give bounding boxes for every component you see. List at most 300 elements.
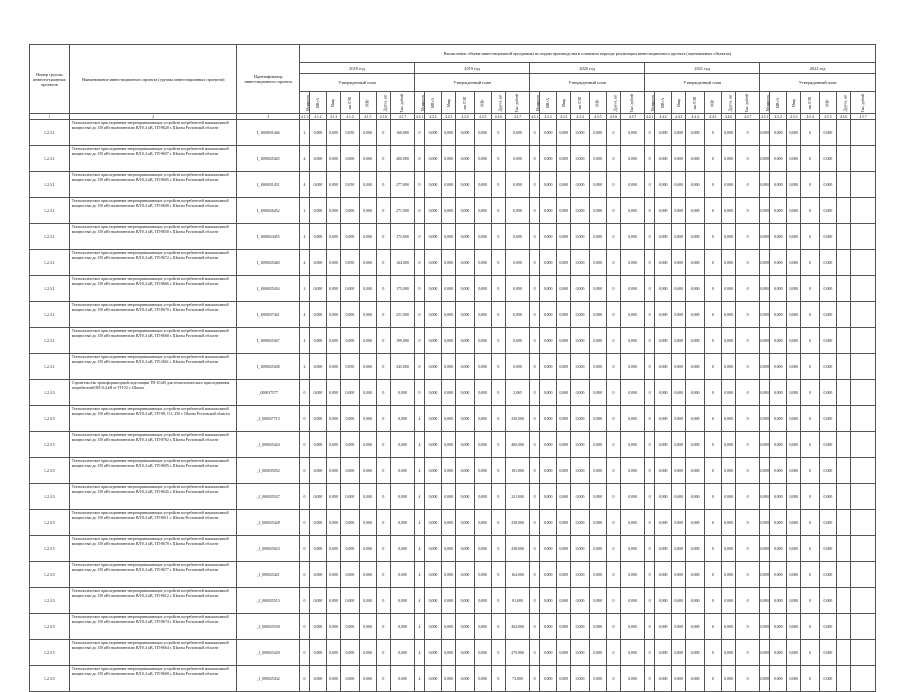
value-cell: 0 — [736, 562, 760, 588]
subcol-label: км ЛЭП — [693, 96, 698, 109]
value-cell: 0 — [299, 510, 309, 536]
value-cell: 0,000 — [505, 276, 529, 302]
column-number: 4.3.7 — [621, 114, 645, 120]
value-cell: 0,000 — [819, 276, 836, 302]
value-cell: 0 — [491, 380, 505, 406]
project-name-cell: Технологическое присоединение энергопринимающих устройств потребителей максимальной мощностью до 150 кВт включительно ВЛ-0,4 кВ, ТП-8670 г. Шахты Ростовской области — [69, 302, 237, 328]
project-name-cell: Технологическое присоединение энергопринимающих устройств потребителей максимальной мощностью до 150 кВт включительно ВЛ-0,4 кВ, ТП-8762 г. Шахты Ростовской области — [69, 432, 237, 458]
value-cell: 0,000 — [787, 406, 801, 432]
value-cell: 0 — [491, 172, 505, 198]
value-cell: 0,000 — [341, 224, 359, 250]
value-cell: 0,000 — [557, 588, 571, 614]
column-number: 4.1.5 — [359, 114, 376, 120]
value-cell: 0,000 — [341, 328, 359, 354]
value-cell: 4 — [415, 458, 425, 484]
value-cell: 0 — [704, 614, 721, 640]
value-cell: 0,000 — [819, 380, 836, 406]
value-cell: 0,000 — [341, 640, 359, 666]
value-cell: 0,050 — [341, 172, 359, 198]
value-cell: 0,000 — [721, 666, 735, 692]
value-cell: 0 — [645, 562, 655, 588]
value-cell: 0 — [606, 224, 620, 250]
value-cell: 271,000 — [390, 198, 414, 224]
value-cell: 0 — [299, 380, 309, 406]
value-cell: 0,000 — [424, 536, 441, 562]
value-cell: 0 — [645, 484, 655, 510]
value-cell: 0 — [376, 432, 390, 458]
project-id-cell: _J_000025429 — [237, 640, 300, 666]
column-number: 4.3.5 — [589, 114, 606, 120]
value-cell: 0 — [801, 484, 819, 510]
value-cell: 0,000 — [557, 224, 571, 250]
empty-cell — [836, 614, 850, 640]
value-cell: 0,000 — [557, 276, 571, 302]
empty-cell — [851, 458, 876, 484]
value-cell: 0 — [530, 276, 540, 302]
group-number-cell: 1.2.3.1 — [30, 354, 70, 380]
subcol-header — [621, 92, 645, 114]
empty-cell — [836, 276, 850, 302]
value-cell: 0,000 — [456, 640, 474, 666]
column-number: 4.1.7 — [390, 114, 414, 120]
value-cell: 0,000 — [571, 380, 589, 406]
value-cell: 0,000 — [326, 536, 340, 562]
value-cell: 0,000 — [309, 562, 326, 588]
value-cell: 0,000 — [359, 614, 376, 640]
empty-cell — [836, 458, 850, 484]
value-cell: 0,000 — [621, 458, 645, 484]
value-cell: 0,000 — [787, 172, 801, 198]
value-cell: 0,000 — [326, 666, 340, 692]
value-cell: 0 — [801, 432, 819, 458]
group-number-cell: 1.2.3.5 — [30, 640, 70, 666]
project-name-cell: Технологическое присоединение энергопринимающих устройств потребителей максимальной мощностью до 150 кВт включительно ВЛ-0,4 кВ, ТП-8650 г. Шахты Ростовской области — [69, 224, 237, 250]
value-cell: 0 — [736, 536, 760, 562]
value-cell: 0,000 — [326, 224, 340, 250]
value-cell: 0,000 — [760, 510, 770, 536]
value-cell: 0 — [530, 172, 540, 198]
subcol-label: МВ×А — [431, 97, 435, 108]
column-number: 4.3.4 — [571, 114, 589, 120]
value-cell: 0 — [801, 276, 819, 302]
value-cell: 0 — [801, 198, 819, 224]
subcol-label: Другое, шт — [383, 94, 388, 111]
value-cell: 0 — [736, 172, 760, 198]
project-id-cell: I_1000025445 — [237, 146, 300, 172]
subcol-label: Мвар — [561, 98, 566, 107]
value-cell: 0,000 — [540, 224, 557, 250]
value-cell: 164,000 — [505, 562, 529, 588]
value-cell: 0,000 — [359, 120, 376, 146]
value-cell: 0 — [530, 146, 540, 172]
value-cell: 0 — [606, 484, 620, 510]
value-cell: 0,000 — [686, 172, 704, 198]
table-row — [30, 172, 876, 198]
value-cell: 0,000 — [424, 432, 441, 458]
project-id-cell: I_1000025434 — [237, 276, 300, 302]
value-cell: 0,000 — [424, 120, 441, 146]
value-cell: 0,000 — [686, 276, 704, 302]
value-cell: 0,000 — [557, 562, 571, 588]
table-row — [30, 458, 876, 484]
value-cell: 0 — [801, 614, 819, 640]
value-cell: 0 — [736, 588, 760, 614]
value-cell: 0,000 — [359, 328, 376, 354]
subcol-label: Мощность — [421, 94, 426, 111]
value-cell: 0 — [299, 458, 309, 484]
project-id-cell: _J_000035052 — [237, 458, 300, 484]
value-cell: 0,000 — [672, 146, 686, 172]
value-cell: 0,000 — [571, 562, 589, 588]
value-cell: 0,000 — [571, 172, 589, 198]
value-cell: 0,000 — [474, 588, 491, 614]
value-cell: 175,000 — [390, 276, 414, 302]
value-cell: 4 — [415, 640, 425, 666]
value-cell: 0,000 — [770, 614, 787, 640]
value-cell: 0,000 — [686, 536, 704, 562]
value-cell: 0,000 — [571, 614, 589, 640]
value-cell: 0,000 — [621, 588, 645, 614]
value-cell: 0 — [606, 510, 620, 536]
empty-cell — [851, 224, 876, 250]
value-cell: 279,000 — [505, 640, 529, 666]
project-name-cell: Технологическое присоединение энергопринимающих устройств потребителей максимальной мощностью до 150 кВт включительно ВЛ-0,4 кВ, ТП-8611 г. Шахты Ростовской области — [69, 510, 237, 536]
value-cell: 0,000 — [474, 146, 491, 172]
value-cell: 0,000 — [540, 562, 557, 588]
value-cell: 0,000 — [760, 146, 770, 172]
value-cell: 0,000 — [721, 120, 735, 146]
value-cell: 0,000 — [505, 328, 529, 354]
value-cell: 0,000 — [589, 198, 606, 224]
subcol-label: МВт — [825, 98, 830, 107]
table-row — [30, 354, 876, 380]
top-title-header: Вычисление объема инвестиционной программы по видам производства в плановом периоде реализации инвестиционного проекта (оцениваемых объектах) — [299, 45, 875, 63]
value-cell: 2 — [299, 198, 309, 224]
value-cell: 0,000 — [557, 614, 571, 640]
value-cell: 0,000 — [787, 536, 801, 562]
value-cell: 0,000 — [341, 302, 359, 328]
value-cell: 0,000 — [557, 120, 571, 146]
value-cell: 0 — [415, 380, 425, 406]
value-cell: 0 — [299, 588, 309, 614]
value-cell: 0,000 — [787, 276, 801, 302]
value-cell: 0,000 — [390, 432, 414, 458]
value-cell: 0,000 — [819, 484, 836, 510]
value-cell: 0,000 — [341, 458, 359, 484]
value-cell: 0 — [606, 536, 620, 562]
value-cell: 0,000 — [456, 380, 474, 406]
project-id-cell: _000037577 — [237, 380, 300, 406]
value-cell: 0 — [801, 666, 819, 692]
value-cell: 0,000 — [309, 458, 326, 484]
value-cell: 0 — [530, 120, 540, 146]
table-row — [30, 614, 876, 640]
value-cell: 0 — [530, 510, 540, 536]
subcol-header — [557, 92, 571, 114]
value-cell: 4 — [299, 250, 309, 276]
value-cell: 221,000 — [505, 484, 529, 510]
value-cell: 0,000 — [424, 250, 441, 276]
column-number: 4.5.1 — [761, 114, 769, 119]
empty-cell — [836, 172, 850, 198]
group-number-cell: 1.2.3.5 — [30, 380, 70, 406]
value-cell: 0,000 — [589, 250, 606, 276]
value-cell: 0,000 — [571, 198, 589, 224]
empty-cell — [851, 640, 876, 666]
value-cell: 0,000 — [760, 328, 770, 354]
value-cell: 0,000 — [456, 536, 474, 562]
value-cell: 0,000 — [474, 562, 491, 588]
project-name-cell: Строительство трансформаторной подстанции ТП-10 кВ для технологического присоединения потребителей ВЛ-0,4 кВ от ТП-52 г. Шахты — [69, 380, 237, 406]
subcol-header — [376, 92, 390, 114]
subcol-header — [359, 92, 376, 114]
value-cell: 0,000 — [589, 640, 606, 666]
value-cell: 0,000 — [589, 458, 606, 484]
value-cell: 4 — [415, 536, 425, 562]
value-cell: 0,000 — [540, 458, 557, 484]
value-cell: 0 — [530, 640, 540, 666]
value-cell: 0,000 — [390, 536, 414, 562]
value-cell: 0,000 — [341, 406, 359, 432]
group-number-cell: 1.2.3.5 — [30, 588, 70, 614]
value-cell: 0,000 — [442, 614, 456, 640]
subcol-label: Тыс. рублей — [400, 93, 405, 112]
value-cell: 0 — [376, 120, 390, 146]
value-cell: 0,000 — [540, 302, 557, 328]
value-cell: 0,000 — [589, 354, 606, 380]
value-cell: 0,050 — [341, 354, 359, 380]
value-cell: 0 — [491, 536, 505, 562]
value-cell: 0,000 — [474, 432, 491, 458]
group-number-cell: 1.2.3.5 — [30, 432, 70, 458]
value-cell: 0,000 — [589, 562, 606, 588]
value-cell: 0,000 — [474, 380, 491, 406]
subcol-label: км ЛЭП — [462, 96, 467, 109]
value-cell: 0,000 — [686, 458, 704, 484]
value-cell: 0 — [415, 172, 425, 198]
value-cell: 0,000 — [474, 224, 491, 250]
project-name-cell: Технологическое присоединение энергопринимающих устройств потребителей максимальной мощностью до 150 кВт включительно ВЛ-0,4 кВ, ТП-8664 г. Шахты Ростовской области — [69, 640, 237, 666]
empty-cell — [851, 510, 876, 536]
value-cell: 0,000 — [456, 120, 474, 146]
plan-group-header: Утвержденный план — [530, 74, 645, 92]
subcol-label: Мощность — [766, 94, 771, 111]
value-cell: 0,000 — [309, 614, 326, 640]
value-cell: 2 — [299, 120, 309, 146]
value-cell: 0 — [736, 198, 760, 224]
value-cell: 0 — [530, 302, 540, 328]
value-cell: 4 — [299, 302, 309, 328]
value-cell: 0 — [606, 588, 620, 614]
value-cell: 0 — [606, 380, 620, 406]
value-cell: 0,000 — [442, 354, 456, 380]
value-cell: 0,000 — [424, 354, 441, 380]
value-cell: 0,000 — [672, 380, 686, 406]
value-cell: 0,000 — [424, 484, 441, 510]
value-cell: 0,000 — [672, 276, 686, 302]
value-cell: 0 — [376, 276, 390, 302]
value-cell: 0,000 — [341, 562, 359, 588]
table-row — [30, 276, 876, 302]
value-cell: 0,000 — [309, 406, 326, 432]
value-cell: 0,000 — [621, 484, 645, 510]
value-cell: 0 — [299, 614, 309, 640]
value-cell: 0 — [415, 276, 425, 302]
value-cell: 0,000 — [359, 224, 376, 250]
empty-cell — [836, 536, 850, 562]
value-cell: 0,000 — [760, 614, 770, 640]
value-cell: 0,000 — [655, 640, 672, 666]
value-cell: 0 — [376, 146, 390, 172]
empty-cell — [836, 432, 850, 458]
group-number-cell: 1.2.3.1 — [30, 198, 70, 224]
value-cell: 0 — [530, 224, 540, 250]
subcol-label: МВт — [595, 98, 600, 107]
value-cell: 0,000 — [672, 302, 686, 328]
table-row — [30, 198, 876, 224]
value-cell: 0,000 — [721, 562, 735, 588]
column-number: 4.5.6 — [836, 114, 850, 120]
value-cell: 0,000 — [571, 120, 589, 146]
value-cell: 0 — [299, 406, 309, 432]
subcol-header — [309, 92, 326, 114]
value-cell: 0,000 — [721, 276, 735, 302]
value-cell: 0 — [736, 224, 760, 250]
column-number: 4.2.3 — [442, 114, 456, 120]
subcol-header — [801, 92, 819, 114]
value-cell: 0,000 — [309, 666, 326, 692]
project-id-cell: I_1000023455 — [237, 224, 300, 250]
value-cell: 0 — [645, 328, 655, 354]
project-name-cell: Технологическое присоединение энергопринимающих устройств потребителей максимальной мощностью до 150 кВт включительно ВЛ-0,4 кВ, ТП-8607 г. Шахты Ростовской области — [69, 146, 237, 172]
value-cell: 0,000 — [359, 666, 376, 692]
value-cell: 0,000 — [424, 146, 441, 172]
value-cell: 0 — [704, 276, 721, 302]
value-cell: 0 — [704, 406, 721, 432]
value-cell: 0,000 — [621, 276, 645, 302]
value-cell: 0 — [801, 302, 819, 328]
value-cell: 0,000 — [341, 510, 359, 536]
value-cell: 0,000 — [770, 172, 787, 198]
value-cell: 0,000 — [655, 458, 672, 484]
value-cell: 0,000 — [474, 328, 491, 354]
value-cell: 0,000 — [456, 224, 474, 250]
subcol-header — [704, 92, 721, 114]
subcol-label: Тыс. рублей — [515, 93, 520, 112]
value-cell: 0,000 — [760, 562, 770, 588]
value-cell: 0,000 — [456, 250, 474, 276]
value-cell: 0,000 — [424, 614, 441, 640]
table-row — [30, 536, 876, 562]
value-cell: 0,000 — [770, 536, 787, 562]
value-cell: 0 — [376, 406, 390, 432]
value-cell: 0,000 — [456, 172, 474, 198]
value-cell: 0,000 — [686, 302, 704, 328]
value-cell: 0,000 — [505, 224, 529, 250]
value-cell: 0,000 — [341, 198, 359, 224]
value-cell: 0,000 — [686, 432, 704, 458]
value-cell: 0,000 — [326, 588, 340, 614]
value-cell: 0,000 — [359, 640, 376, 666]
project-name-cell: Технологическое присоединение энергопринимающих устройств потребителей максимальной мощностью до 150 кВт включительно ВЛ-0,4 кВ, ТП-8678 г. Шахты Ростовской области — [69, 536, 237, 562]
group-number-cell: 1.2.3.1 — [30, 276, 70, 302]
value-cell: 0,000 — [341, 276, 359, 302]
value-cell: 0,000 — [589, 536, 606, 562]
value-cell: 0,000 — [655, 354, 672, 380]
value-cell: 0,000 — [787, 354, 801, 380]
table-row — [30, 640, 876, 666]
value-cell: 0 — [704, 250, 721, 276]
value-cell: 160,000 — [390, 120, 414, 146]
project-name-cell: Технологическое присоединение энергопринимающих устройств потребителей максимальной мощностью до 150 кВт включительно ВЛ-0,4 кВ, ТП-8668 г. Шахты Ростовской области — [69, 666, 237, 692]
value-cell: 0 — [491, 614, 505, 640]
value-cell: 0 — [530, 328, 540, 354]
value-cell: 0 — [606, 146, 620, 172]
value-cell: 0,000 — [557, 146, 571, 172]
value-cell: 0,000 — [456, 406, 474, 432]
value-cell: 4 — [415, 562, 425, 588]
corner-left-header: Номер группы инвести-ционных проектов — [30, 45, 70, 114]
value-cell: 0,000 — [760, 198, 770, 224]
value-cell: 0,000 — [787, 640, 801, 666]
value-cell: 0,000 — [309, 640, 326, 666]
value-cell: 0 — [415, 328, 425, 354]
investment-table — [29, 44, 876, 692]
value-cell: 0,000 — [571, 354, 589, 380]
column-number: 4.3.2 — [540, 114, 557, 120]
project-id-cell: _J_000025527 — [237, 484, 300, 510]
value-cell: 0,000 — [309, 276, 326, 302]
value-cell: 0,000 — [770, 120, 787, 146]
value-cell: 0,000 — [787, 510, 801, 536]
column-number: 4.4.2 — [655, 114, 672, 120]
empty-cell — [851, 432, 876, 458]
value-cell: 0,000 — [819, 146, 836, 172]
value-cell: 0,000 — [326, 458, 340, 484]
value-cell: 0 — [376, 562, 390, 588]
value-cell: 0,000 — [571, 276, 589, 302]
value-cell: 0,000 — [787, 250, 801, 276]
year-header: 2020 год — [530, 63, 645, 74]
column-number: 4.3.1 — [530, 114, 539, 119]
value-cell: 0,000 — [760, 432, 770, 458]
table-row — [30, 484, 876, 510]
value-cell: 0,000 — [770, 250, 787, 276]
value-cell: 277,000 — [390, 172, 414, 198]
value-cell: 4 — [415, 406, 425, 432]
value-cell: 0,000 — [621, 406, 645, 432]
group-number-cell: 1.2.3.1 — [30, 250, 70, 276]
value-cell: 0,000 — [770, 146, 787, 172]
group-number-cell: 1.2.3.5 — [30, 666, 70, 692]
subcol-header — [299, 92, 309, 114]
value-cell: 0 — [645, 640, 655, 666]
column-number: 2 — [69, 114, 237, 120]
value-cell: 0 — [530, 354, 540, 380]
value-cell: 0,000 — [621, 172, 645, 198]
value-cell: 0,000 — [760, 276, 770, 302]
empty-cell — [851, 120, 876, 146]
value-cell: 0,000 — [571, 250, 589, 276]
project-id-cell: I_1000031451 — [237, 172, 300, 198]
value-cell: 4 — [299, 224, 309, 250]
value-cell: 0 — [801, 224, 819, 250]
column-number: 4.2.7 — [505, 114, 529, 120]
value-cell: 0 — [736, 120, 760, 146]
value-cell: 0,000 — [557, 250, 571, 276]
value-cell: 0,000 — [621, 120, 645, 146]
value-cell: 0,000 — [326, 380, 340, 406]
